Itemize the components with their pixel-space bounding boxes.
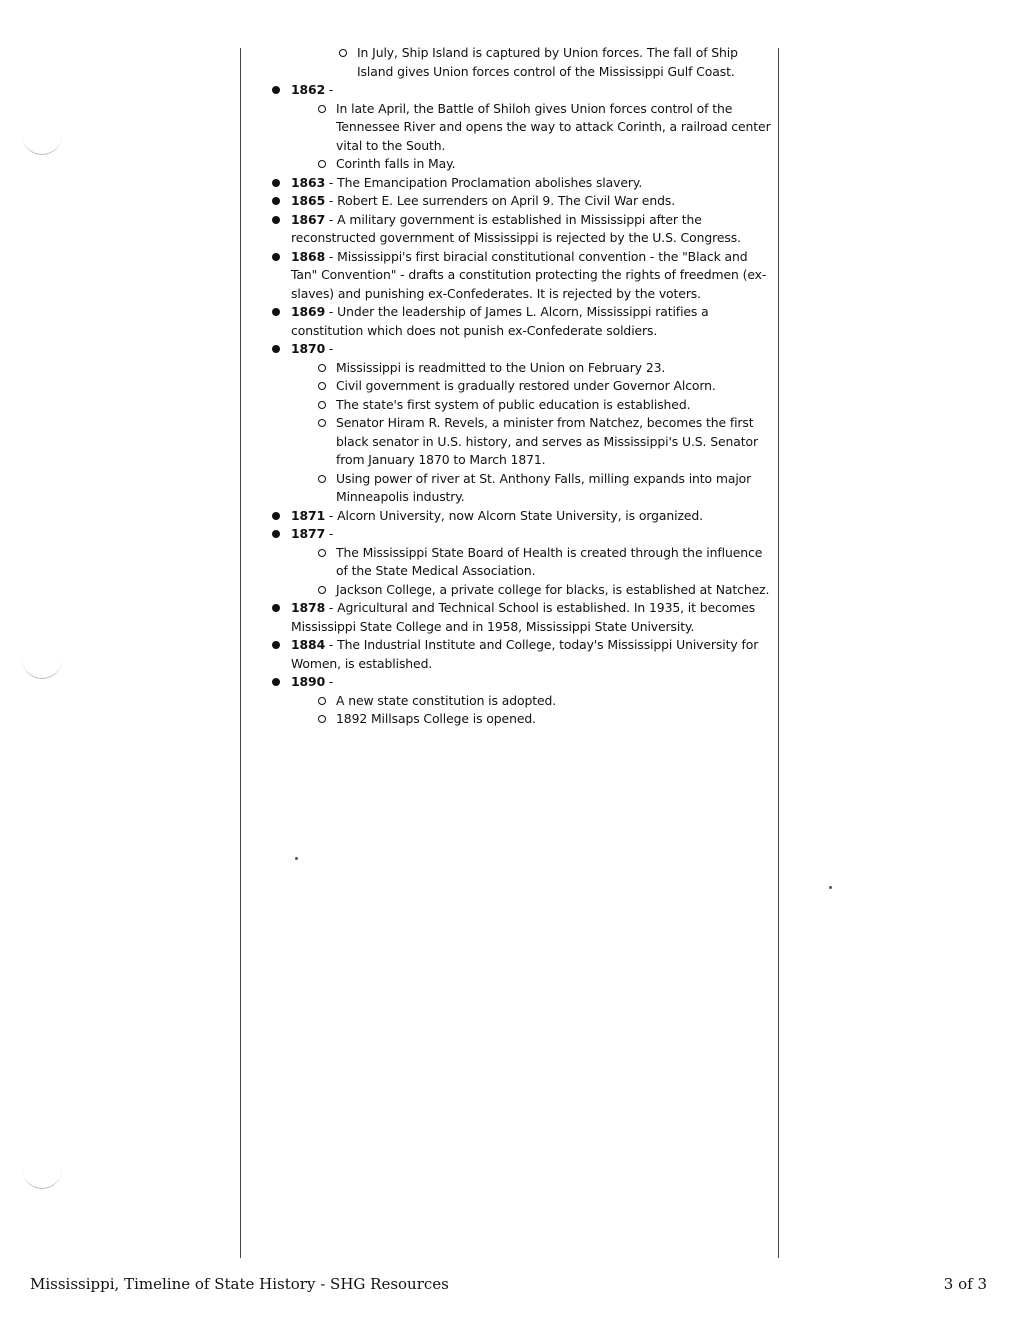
- continued-sub-list: [291, 44, 775, 81]
- sub-list-item: In July, Ship Island is captured by Union forces. The fall of Ship Island gives Union forces control of the Mississippi Gulf Coast.: [336, 44, 775, 81]
- timeline-entry: [270, 303, 775, 340]
- right-margin-rule: [778, 48, 779, 1258]
- sub-list-item: Using power of river at St. Anthony Falls, milling expands into major Minneapolis industry.: [315, 470, 775, 507]
- sub-list-item: The Mississippi State Board of Health is created through the influence of the State Medical Association.: [315, 544, 775, 581]
- entry-text: - Robert E. Lee surrenders on April 9. The Civil War ends.: [325, 193, 676, 208]
- sub-list-item: Corinth falls in May.: [315, 155, 775, 174]
- entry-text: -: [325, 82, 334, 97]
- entry-year: 1869: [291, 304, 326, 319]
- entry-text: -: [325, 526, 334, 541]
- entry-text: - Under the leadership of James L. Alcorn, Mississippi ratifies a constitution which does not punish ex-Confederate soldiers.: [291, 304, 709, 338]
- footer-title: Mississippi, Timeline of State History - SHG Resources: [30, 1275, 449, 1293]
- punch-hole-mark: [22, 652, 62, 679]
- entry-text: - Alcorn University, now Alcorn State University, is organized.: [325, 507, 703, 523]
- sub-list-item: Senator Hiram R. Revels, a minister from Natchez, becomes the first black senator in U.S. history, and serves as Mississippi's U.S. Senator from January 1870 to March 1871.: [315, 414, 775, 470]
- left-margin-rule: [240, 48, 241, 1258]
- entry-text: -: [325, 341, 334, 356]
- timeline-entry: [270, 248, 775, 304]
- scan-speck: [295, 857, 298, 860]
- page-number: 3 of 3: [943, 1275, 987, 1293]
- timeline-entry: [270, 599, 775, 636]
- entry-text: - Mississippi's first biracial constitutional convention - the "Black and Tan" Convention" - drafts a constitution protecting the rights of freedmen (ex-slaves) and punishing ex-Confederates. It is rejected by the voters.: [291, 248, 767, 301]
- entry-sub-list: [270, 100, 775, 174]
- entry-year: 1867: [291, 211, 326, 227]
- sub-list-item: A new state constitution is adopted.: [315, 692, 775, 711]
- timeline-entry: [270, 525, 775, 599]
- sub-list-item: The state's first system of public education is established.: [315, 396, 775, 415]
- entry-sub-list: [270, 359, 775, 507]
- entry-year: 1870: [291, 341, 326, 356]
- timeline-entry: [270, 340, 775, 507]
- entry-year: 1877: [291, 526, 326, 541]
- entry-year: 1890: [291, 674, 326, 689]
- entry-year: 1884: [291, 637, 326, 652]
- entry-year: 1878: [291, 600, 326, 615]
- entry-year: 1863: [291, 174, 326, 190]
- timeline-entry: [270, 192, 775, 211]
- timeline-entry: [270, 673, 775, 729]
- punch-hole-mark: [22, 1162, 62, 1189]
- entry-sub-list: [270, 544, 775, 600]
- timeline-entry: [270, 211, 775, 248]
- entry-year: 1868: [291, 248, 326, 264]
- entry-text: - A military government is established in Mississippi after the reconstructed government of Mississippi is rejected by the U.S. Congress.: [291, 211, 741, 245]
- entry-text: - The Emancipation Proclamation abolishes slavery.: [325, 174, 643, 190]
- entry-year: 1871: [291, 507, 326, 523]
- entry-year: 1865: [291, 193, 326, 208]
- entry-year: 1862: [291, 82, 326, 97]
- sub-list-item: 1892 Millsaps College is opened.: [315, 710, 775, 729]
- entry-text: - Agricultural and Technical School is established. In 1935, it becomes Mississippi State College and in 1958, Mississippi State University.: [291, 600, 756, 634]
- timeline-entry: [270, 507, 775, 526]
- sub-list-item: Civil government is gradually restored under Governor Alcorn.: [315, 377, 775, 396]
- entry-text: - The Industrial Institute and College, today's Mississippi University for Women, is established.: [291, 637, 759, 671]
- entry-sub-list: [270, 692, 775, 729]
- sub-list-item: Mississippi is readmitted to the Union on February 23.: [315, 359, 775, 378]
- entry-text: -: [325, 674, 334, 689]
- timeline-entry: [270, 81, 775, 174]
- sub-list-item: Jackson College, a private college for blacks, is established at Natchez.: [315, 581, 775, 600]
- timeline-entry: [270, 636, 775, 673]
- timeline-list: [270, 81, 775, 729]
- timeline-content: [270, 44, 775, 729]
- timeline-entry: [270, 174, 775, 193]
- sub-list-item: In late April, the Battle of Shiloh gives Union forces control of the Tennessee River and opens the way to attack Corinth, a railroad center vital to the South.: [315, 100, 775, 156]
- punch-hole-mark: [22, 128, 62, 155]
- scan-speck: [829, 886, 832, 889]
